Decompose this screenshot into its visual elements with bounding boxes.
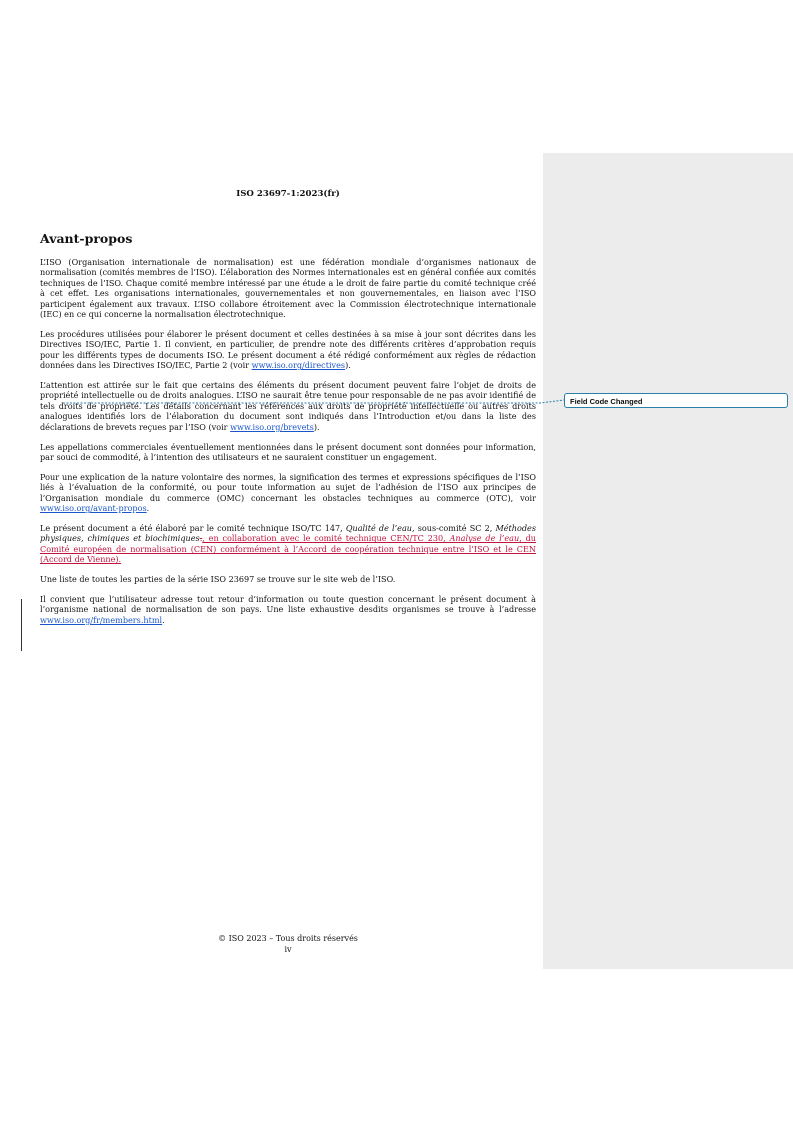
document-header: ISO 23697-1:2023(fr): [236, 189, 340, 199]
copyright-text: © ISO 2023 – Tous droits réservés: [218, 934, 358, 943]
directives-link[interactable]: www.iso.org/directives: [251, 360, 346, 371]
paragraph-1: L’ISO (Organisation internationale de normalisation) est une fédération mondiale d’organismes nationaux de normalisation (comités membres de l’ISO). L’élaboration des Normes internationales est en général confiée aux comités techniques de l’ISO. Chaque comité membre intéressé par une étude a le droit de faire partie du comité technique créé à cet effet. Les organisations internationales, gouvernementales et non gouvernementales, en liaison avec l’ISO participent également aux travaux. L’ISO collabore étroitement avec la Commission électrotechnique internationale (IEC) en ce qui concerne la normalisation électrotechnique.: [40, 257, 536, 320]
paragraph-8: Il convient que l’utilisateur adresse tout retour d’information ou toute question concernant le présent document à l’organisme national de normalisation de son pays. Une liste exhaustive desdits organismes se trouve à l’adresse www.iso.org/fr/members.html.: [40, 594, 536, 625]
paragraph-5: Pour une explication de la nature volontaire des normes, la signification des termes et expressions spécifiques de l’ISO liés à l’évaluation de la conformité, ou pour toute information au sujet de l’adhésion de l’ISO aux principes de l’Organisation mondiale du commerce (OMC) concernant les obstacles techniques au commerce (OTC), voir www.iso.org/avant-propos.: [40, 471, 536, 514]
paragraph-4: Les appellations commerciales éventuellement mentionnées dans le présent document sont données pour information, par souci de commodité, à l’intention des utilisateurs et ne sauraient constituer un engagement.: [40, 441, 536, 462]
comment-pane: [543, 153, 793, 969]
paragraph-3: L’attention est attirée sur le fait que certains des éléments du présent document peuvent faire l’objet de droits de propriété intellectuelle ou de droits analogues. L’ISO ne saurait être tenue pour responsable de ne pas avoir identifié de tels droits de propriété. Les détails concernant les références aux droits de propriété intellectuelle ou autres droits analogues identifiés lors de l’élaboration du document sont indiqués dans l’Introduction et/ou dans la liste des déclarations de brevets reçues par l’ISO (voir www.iso.org/brevets).: [40, 380, 536, 432]
page-footer: [40, 933, 536, 955]
page-number: iv: [284, 945, 292, 954]
members-link[interactable]: www.iso.org/fr/members.html: [40, 614, 163, 625]
paragraph-7: Une liste de toutes les parties de la série ISO 23697 se trouve sur le site web de l’ISO.: [40, 574, 396, 585]
paragraph-6: Le présent document a été élaboré par le comité technique ISO/TC 147, Qualité de l’eau, sous-comité SC 2, Méthodes physiques, chimiques et biochimiques., en collaboration avec le comité technique CEN/TC 230, Analyse de l’eau, du Comité européen de normalisation (CEN) conformément à l’Accord de coopération technique entre l’ISO et le CEN (Accord de Vienne).: [40, 523, 536, 565]
inserted-text-end: , du Comité européen de normalisation (CEN) conformément à l’Accord de coopération technique entre l’ISO et le CEN (Accord de Vienne).: [40, 533, 536, 565]
document-body: [40, 257, 536, 635]
section-title: Avant-propos: [40, 231, 133, 246]
inserted-text-italic: Analyse de l’eau: [449, 533, 520, 544]
comment-label: Field Code Changed: [570, 397, 643, 406]
patents-link[interactable]: www.iso.org/brevets: [230, 421, 314, 432]
deleted-text: .: [199, 533, 203, 544]
comment-balloon-field-code-changed[interactable]: [564, 393, 788, 408]
paragraph-2: Les procédures utilisées pour élaborer le présent document et celles destinées à sa mise à jour sont décrites dans les Directives ISO/IEC, Partie 1. Il convient, en particulier, de prendre note des différents critères d’approbation requis pour les différents types de documents ISO. Le présent document a été rédigé conformément aux règles de rédaction données dans les Directives ISO/IEC, Partie 2 (voir www.iso.org/directives).: [40, 328, 536, 371]
revision-change-bar: [21, 599, 22, 651]
inserted-text: , en collaboration avec le comité technique CEN/TC 230,: [202, 533, 450, 544]
foreword-link[interactable]: www.iso.org/avant-propos: [40, 503, 147, 514]
